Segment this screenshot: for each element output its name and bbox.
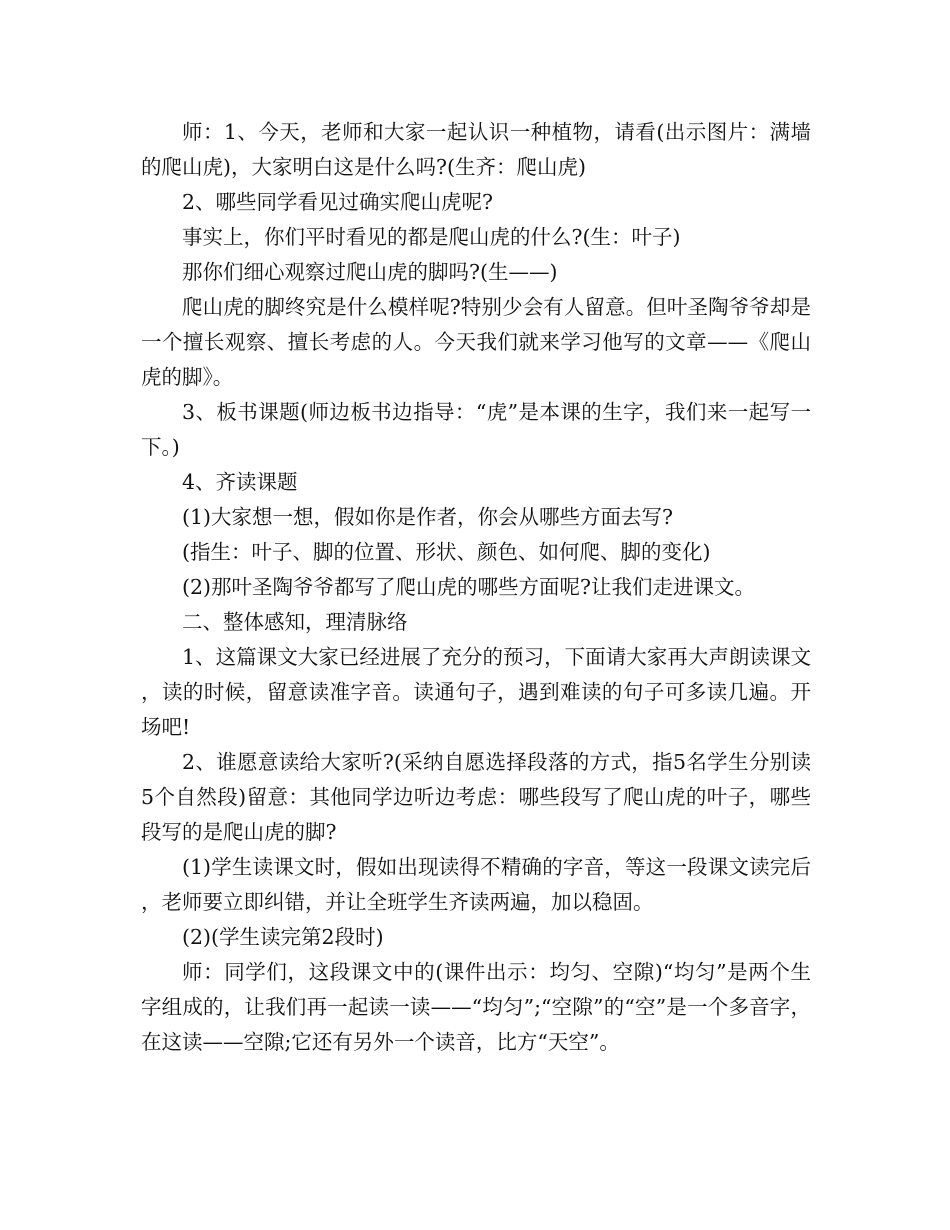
paragraph: 2、谁愿意读给大家听?(采纳自愿选择段落的方式，指5名学生分别读5个自然段)留意：其他同学边听边考虑：哪些段写了爬山虎的叶子，哪些段写的是爬山虎的脚?	[141, 750, 811, 844]
paragraph: 1、这篇课文大家已经进展了充分的预习，下面请大家再大声朗读课文，读的时候，留意读准字音。读通句子，遇到难读的句子可多读几遍。开场吧!	[141, 645, 811, 739]
paragraph: 2、哪些同学看见过确实爬山虎呢?	[182, 190, 494, 214]
paragraph: (1)大家想一想，假如你是作者，你会从哪些方面去写?	[182, 505, 674, 529]
paragraph: (指生：叶子、脚的位置、形状、颜色、如何爬、脚的变化)	[182, 540, 711, 564]
paragraph: 3、板书课题(师边板书边指导：“虎”是本课的生字，我们来一起写一下。)	[141, 400, 811, 459]
section-heading: 二、整体感知，理清脉络	[182, 610, 408, 634]
paragraph: 师：同学们，这段课文中的(课件出示：均匀、空隙)“均匀”是两个生字组成的，让我们再一起读一读——“均匀”;“空隙”的“空”是一个多音字，在这读——空隙;它还有另外一个读音，比方“天空”。	[141, 960, 811, 1054]
paragraph: 那你们细心观察过爬山虎的脚吗?(生——)	[182, 260, 558, 284]
paragraph: (1)学生读课文时，假如出现读得不精确的字音，等这一段课文读完后，老师要立即纠错，并让全班学生齐读两遍，加以稳固。	[141, 855, 811, 914]
document-body	[141, 115, 811, 1060]
paragraph: (2)(学生读完第2段时)	[182, 925, 384, 949]
paragraph: 师：1、今天，老师和大家一起认识一种植物，请看(出示图片：满墙的爬山虎)，大家明白这是什么吗?(生齐：爬山虎)	[141, 120, 811, 179]
paragraph: 事实上，你们平时看见的都是爬山虎的什么?(生：叶子)	[182, 225, 681, 249]
paragraph: (2)那叶圣陶爷爷都写了爬山虎的哪些方面呢?让我们走进课文。	[182, 575, 756, 599]
paragraph: 4、齐读课题	[182, 470, 298, 494]
paragraph: 爬山虎的脚终究是什么模样呢?特别少会有人留意。但叶圣陶爷爷却是一个擅长观察、擅长考虑的人。今天我们就来学习他写的文章——《爬山虎的脚》。	[141, 295, 811, 389]
